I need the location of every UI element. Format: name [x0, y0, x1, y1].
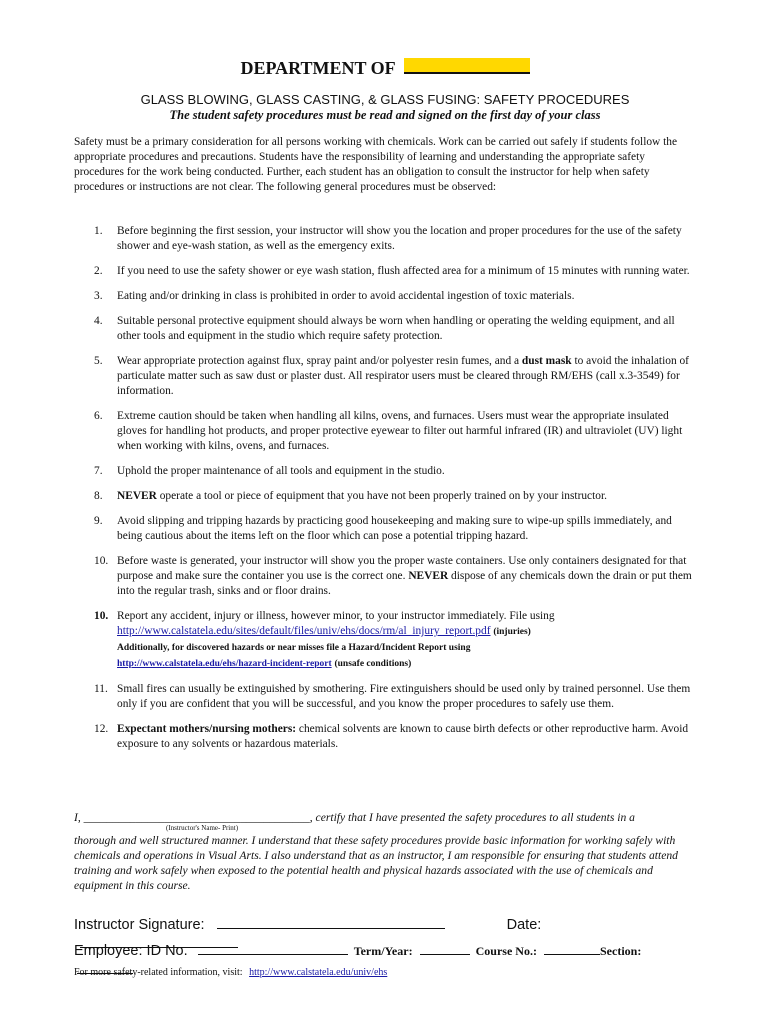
item-number: 10.: [94, 610, 109, 622]
list-item: [74, 609, 696, 672]
item-number: 2.: [94, 265, 103, 277]
certification-statement: [74, 810, 696, 893]
list-item: [74, 289, 696, 304]
item-number: 4.: [94, 315, 103, 327]
item-text: [117, 554, 696, 599]
cert-prefix: I,: [74, 811, 81, 824]
cert-body: thorough and well structured manner. I understand that these safety procedures provide basic information for working safely with chemicals and operations in Visual Arts. I also understand that as an instructor, I am responsible for ensuring that students attend training and work safely when exposed to the potential health and physical hazards associated with the use of chemicals and equipment in this course.: [74, 834, 678, 892]
list-item: [74, 314, 696, 344]
item-number: 1.: [94, 225, 103, 237]
injury-report-link[interactable]: http://www.calstatela.edu/sites/default/files/univ/ehs/docs/rm/al_injury_report.pdf: [117, 625, 491, 637]
list-item: [74, 354, 696, 399]
list-item: [74, 264, 696, 279]
item-number: 5.: [94, 355, 103, 367]
employee-id-label: Employee: ID No.: [74, 943, 188, 959]
list-item: [74, 722, 696, 752]
list-item: [74, 554, 696, 599]
list-item: [74, 464, 696, 479]
item-text-part: operate a tool or piece of equipment that you have not been properly trained on by your instructor.: [156, 490, 607, 502]
item-emphasis: NEVER: [408, 570, 449, 582]
list-item: [74, 224, 696, 254]
item-number: 7.: [94, 465, 103, 477]
item-text: Small fires can usually be extinguished by smothering. Fire extinguishers should be used only by trained personnel. Use them only if you are confident that you will be successful, and you know the proper procedures to safely use them.: [117, 683, 691, 710]
course-number-field[interactable]: [544, 940, 600, 955]
department-heading: [0, 58, 770, 79]
item-emphasis: Expectant mothers/nursing mothers:: [117, 723, 297, 735]
item-number: 6.: [94, 410, 103, 422]
item-text: Before beginning the first session, your instructor will show you the location and proper procedures for the use of the safety shower and eye-wash station, as well as the emergency exits.: [117, 225, 682, 252]
employee-id-field[interactable]: [198, 940, 348, 955]
unsafe-conditions-note: (unsafe conditions): [334, 659, 412, 669]
footer: [74, 967, 387, 978]
term-year-field[interactable]: [420, 940, 470, 955]
item-text: If you need to use the safety shower or eye wash station, flush affected area for a minimum of 15 minutes with running water.: [117, 265, 690, 277]
section-label: Section:: [600, 944, 642, 958]
instructor-name-field[interactable]: _______________________________________: [83, 811, 310, 824]
procedures-list: [74, 224, 696, 762]
item-text: [117, 489, 696, 504]
injury-note: (injuries): [493, 627, 531, 637]
document-subtitle: GLASS BLOWING, GLASS CASTING, & GLASS FUSING: SAFETY PROCEDURES: [140, 92, 630, 107]
item-text-part: to avoid the inhalation of particulate matter such as saw dust or plaster dust. All respirator users must be cleared through RM/EHS (call x.3-3549) for information.: [117, 355, 689, 397]
item-number: 3.: [94, 290, 103, 302]
department-blank-field[interactable]: [404, 58, 530, 74]
list-item: [74, 409, 696, 454]
item-text-part: dispose of any chemicals down the drain or put them into the regular trash, sinks and or floor drains.: [117, 570, 692, 597]
item-text-part: chemical solvents are known to cause birth defects or other reproductive harm. Avoid exposure to any solvents or hazardous materials.: [117, 723, 689, 750]
hazard-note: Additionally, for discovered hazards or near misses file a Hazard/Incident Report using: [117, 643, 471, 653]
item-text: Eating and/or drinking in class is prohibited in order to avoid accidental ingestion of toxic materials.: [117, 290, 575, 302]
footer-link[interactable]: http://www.calstatela.edu/univ/ehs: [249, 967, 388, 978]
item-number: 10.: [94, 555, 109, 567]
list-item: [74, 682, 696, 712]
date-label: Date:: [506, 917, 542, 933]
item-text-part: Wear appropriate protection against flux, spray paint and/or polyester resin fumes, and a: [117, 355, 522, 367]
list-item: [74, 489, 696, 504]
item-text: [117, 722, 696, 752]
instructor-name-caption: (Instructor's Name- Print): [166, 824, 239, 832]
item-emphasis: NEVER: [117, 490, 157, 502]
list-item: [74, 514, 696, 544]
item-emphasis: dust mask: [521, 355, 572, 367]
item-text: [117, 354, 696, 399]
intro-paragraph: Safety must be a primary consideration for all persons working with chemicals. Work can be carried out safely if students follow the appropriate procedures and precautions. Students have the responsibility of learning and understanding the appropriate safety procedures for the work being conducted. Further, each student has an obligation to consult the instructor for help when safety procedures or instructions are not clear. The following general procedures must be observed:: [74, 136, 678, 193]
document-subnote: The student safety procedures must be read and signed on the first day of your class: [169, 108, 601, 122]
instructor-signature-field[interactable]: [217, 914, 445, 929]
item-text: Avoid slipping and tripping hazards by practicing good housekeeping and making sure to wipe-up spills immediately, and being cautious about the items left on the floor which can pose a potential tripping hazard.: [117, 515, 672, 542]
item-text: [117, 609, 696, 672]
item-text-part: Report any accident, injury or illness, however minor, to your instructor immediately. File using: [117, 610, 555, 622]
course-number-label: Course No.:: [475, 944, 537, 958]
instructor-signature-label: Instructor Signature:: [74, 917, 205, 933]
item-text: Extreme caution should be taken when handling all kilns, ovens, and furnaces. Users must wear the appropriate insulated gloves for handling hot products, and proper protective eyewear to filter out harmful infrared (IR) and ultraviolet (UV) light when working with kilns, ovens, and furnaces.: [117, 410, 683, 452]
cert-suffix: , certify that I have presented the safety procedures to all students in a: [309, 811, 635, 824]
item-number: 11.: [94, 683, 108, 695]
item-number: 8.: [94, 490, 103, 502]
term-year-label: Term/Year:: [353, 944, 413, 958]
item-text: Suitable personal protective equipment should always be worn when handling or operating the welding equipment, and all other tools and equipment in the studio which require safety protection.: [117, 315, 675, 342]
hazard-report-link[interactable]: http://www.calstatela.edu/ehs/hazard-incident-report: [117, 659, 332, 669]
department-prefix: DEPARTMENT OF: [240, 58, 396, 78]
item-number: 12.: [94, 723, 109, 735]
item-number: 9.: [94, 515, 103, 527]
item-text: Uphold the proper maintenance of all tools and equipment in the studio.: [117, 465, 445, 477]
footer-text: For more safety-related information, visit:: [74, 967, 243, 978]
item-text-part: Before waste is generated, your instructor will show you the proper waste containers. Use only containers designated for that purpose and make sure the container you use is the correct one.: [117, 555, 687, 582]
